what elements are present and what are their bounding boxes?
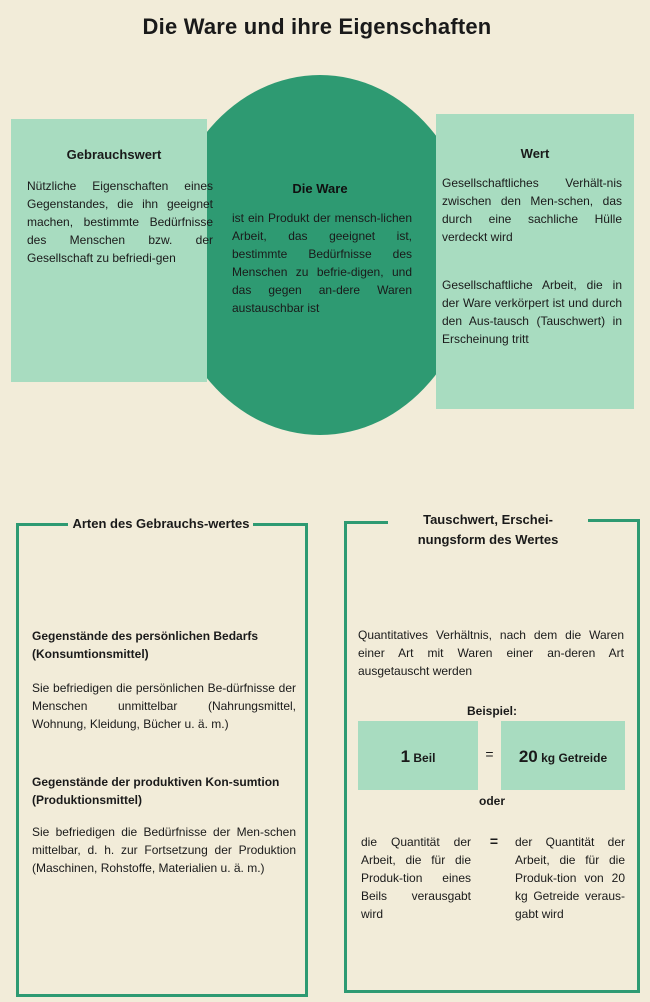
konsum-text: Sie befriedigen die persönlichen Be-dürfnisse der Menschen unmittelbar (Nahrungsmittel, Wohnung, Kleidung, Bücher u. ä. m.): [32, 681, 296, 731]
wert-text-2: Gesellschaftliche Arbeit, die in der Ware verkörpert ist und durch den Aus-tausch (Tauschwert) in Erscheinung tritt: [442, 278, 622, 346]
tausch-heading: Tauschwert, Erschei-nungsform des Wertes: [417, 512, 559, 547]
example-getreide-box: [501, 721, 625, 790]
produktion-heading: Gegenstände der produktiven Kon-sumtion (Produktionsmittel): [32, 775, 280, 807]
example-beil-box: [358, 721, 478, 790]
frame-top-line: [344, 521, 388, 524]
oder-label: oder: [478, 794, 505, 808]
beispiel-label: Beispiel:: [466, 704, 517, 718]
example-getreide-unit: kg Getreide: [541, 751, 608, 765]
ware-text: ist ein Produkt der mensch-lichen Arbeit, das geeignet ist, bestimmte Bedürfnisse des Menschen zu befrie-digen, und das gegen an-dere Waren austauschbar ist: [232, 211, 412, 315]
ware-heading: Die Ware: [292, 181, 348, 196]
gebrauchswert-text: Nützliche Eigenschaften eines Gegenstandes, die ihn geeignet machen, bestimmte Bedürfnisse des Menschen bzw. der Gesellschaft zu befriedi-gen: [27, 179, 213, 265]
tausch-text: Quantitatives Verhältnis, nach dem die Waren einer Art mit Waren einer an-deren Art ausgetauscht werden: [358, 628, 624, 678]
konsum-heading: Gegenstände des persönlichen Bedarfs (Konsumtionsmittel): [32, 629, 259, 661]
produktion-text: Sie befriedigen die Bedürfnisse der Men-schen mittelbar, d. h. zur Fortsetzung der Produktion (Maschinen, Rohstoffe, Materialien u. ä. m.): [32, 825, 296, 875]
equals-sign-2: =: [489, 833, 499, 849]
gebrauchswert-box: [11, 119, 213, 382]
frame-top-line: [16, 523, 68, 526]
wert-text-1: Gesellschaftliches Verhält-nis zwischen den Men-schen, das durch eine sachliche Hülle verdeckt wird: [442, 176, 622, 244]
wert-box: [436, 114, 634, 409]
arten-heading: Arten des Gebrauchs-wertes: [72, 516, 250, 531]
frame-top-line: [588, 519, 640, 522]
example-beil: [358, 747, 478, 767]
gebrauchswert-heading: Gebrauchswert: [66, 147, 162, 162]
example-beil-unit: Beil: [413, 751, 436, 765]
quantity-right-text: der Quantität der Arbeit, die für die Produk-tion von 20 kg Getreide veraus-gabt wird: [515, 835, 625, 921]
example-beil-number: 1: [400, 747, 411, 766]
example-getreide-number: 20: [518, 747, 538, 766]
quantity-left-text: die Quantität der Arbeit, die für die Produk-tion eines Beils verausgabt wird: [361, 835, 471, 921]
wert-heading: Wert: [520, 146, 550, 161]
arten-frame: [16, 523, 308, 997]
frame-top-line: [253, 523, 308, 526]
page-title: Die Ware und ihre Eigenschaften: [142, 14, 492, 39]
example-getreide: [501, 747, 625, 767]
equals-sign: =: [485, 746, 494, 762]
